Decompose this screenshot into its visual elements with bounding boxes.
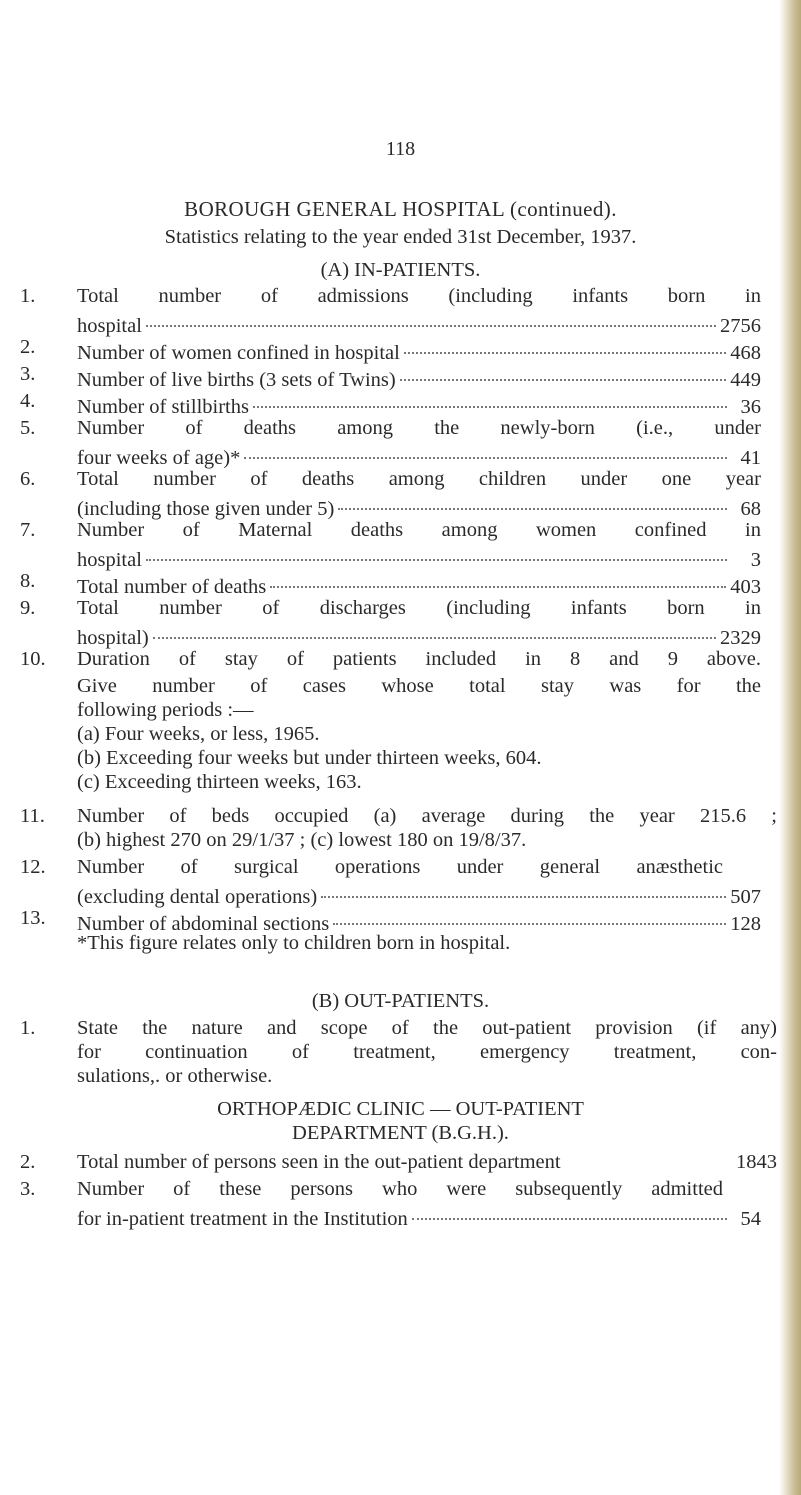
- item-text: Number of beds occupied (a) average during the year 215.6 ;: [77, 805, 777, 827]
- leader-dots: [400, 357, 727, 381]
- item-value: 2756: [720, 315, 761, 337]
- item-text: (b) highest 270 on 29/1/37 ; (c) lowest 180 on 19/8/37.: [77, 829, 527, 851]
- item-text: hospital: [77, 549, 142, 571]
- item-text: hospital): [77, 627, 149, 649]
- item-number: 1.: [20, 285, 36, 307]
- item-number: 1.: [20, 1017, 36, 1039]
- item-text: Number of surgical operations under general anæsthetic: [77, 856, 723, 878]
- item-value: 54: [740, 1208, 761, 1230]
- item-text: Total number of persons seen in the out-patient department: [77, 1151, 561, 1173]
- leader-dots: [321, 874, 726, 898]
- item-text: for continuation of treatment, emergency treatment, con-: [77, 1041, 777, 1063]
- item-number: 2.: [20, 336, 36, 358]
- item-text: hospital: [77, 315, 142, 337]
- item-value: 3: [750, 549, 761, 571]
- leader-dots: [404, 330, 726, 354]
- item-text: Total number of admissions (including infants born in: [77, 285, 761, 307]
- item-text: Number of stillbirths: [77, 396, 249, 418]
- item-text: Total number of deaths: [77, 576, 267, 598]
- item-number: 2.: [20, 1151, 36, 1173]
- item-text: Number of Maternal deaths among women confined in: [77, 519, 761, 541]
- item-text: four weeks of age)*: [77, 447, 241, 469]
- item-text: Number of deaths among the newly-born (i.e., under: [77, 417, 761, 439]
- item-value: 507: [730, 886, 761, 908]
- item-number: 7.: [20, 519, 36, 541]
- clinic-subheading: DEPARTMENT (B.G.H.).: [292, 1122, 509, 1144]
- section-b-heading: (B) OUT-PATIENTS.: [311, 990, 490, 1012]
- item-value: 2329: [720, 627, 761, 649]
- item-text: sulations,. or otherwise.: [77, 1065, 273, 1087]
- item-text: Duration of stay of patients included in 8 and 9 above.: [77, 648, 761, 670]
- item-text: following periods :—: [77, 699, 254, 721]
- item-number: 3.: [20, 363, 36, 385]
- item-text: Total number of deaths among children under one year: [77, 468, 761, 490]
- item-value: 449: [730, 369, 761, 391]
- item-text: (excluding dental operations): [77, 886, 318, 908]
- item-value: 68: [740, 498, 761, 520]
- item-number: 3.: [20, 1178, 36, 1200]
- item-number: 6.: [20, 468, 36, 490]
- leader-dots: [244, 435, 727, 459]
- sub-item-a: (a) Four weeks, or less, 1965.: [77, 723, 320, 745]
- item-text: Give number of cases whose total stay was for the: [77, 675, 761, 697]
- item-text: Number of women confined in hospital: [77, 342, 400, 364]
- footnote: *This figure relates only to children born in hospital.: [77, 932, 511, 954]
- sub-item-c: (c) Exceeding thirteen weeks, 163.: [77, 771, 362, 793]
- page-number: 118: [385, 138, 416, 160]
- leader-dots: [270, 564, 726, 588]
- leader-dots: [146, 303, 716, 327]
- item-value: 468: [730, 342, 761, 364]
- item-value: 36: [740, 396, 761, 418]
- item-number: 12.: [20, 856, 46, 878]
- leader-dots: [153, 615, 716, 639]
- item-number: 8.: [20, 570, 36, 592]
- item-text: Number of live births (3 sets of Twins): [77, 369, 396, 391]
- leader-dots: [333, 901, 726, 925]
- leader-dots: [338, 486, 727, 510]
- item-text: Number of these persons who were subsequently admitted: [77, 1178, 723, 1200]
- item-text: Total number of discharges (including infants born in: [77, 597, 761, 619]
- leader-dots: [253, 384, 727, 408]
- clinic-heading: ORTHOPÆDIC CLINIC — OUT-PATIENT: [217, 1098, 584, 1120]
- item-number: 4.: [20, 390, 36, 412]
- item-number: 5.: [20, 417, 36, 439]
- item-value: 41: [740, 447, 761, 469]
- item-text: State the nature and scope of the out-patient provision (if any): [77, 1017, 777, 1039]
- item-value: 128: [730, 913, 761, 935]
- page-title: BOROUGH GENERAL HOSPITAL (continued).: [184, 197, 617, 221]
- page-subtitle: Statistics relating to the year ended 31st December, 1937.: [164, 226, 637, 248]
- leader-dots: [146, 537, 727, 561]
- item-number: 9.: [20, 597, 36, 619]
- item-text: (including those given under 5): [77, 498, 335, 520]
- section-a-heading: (A) IN-PATIENTS.: [320, 259, 481, 281]
- item-value: 403: [730, 576, 761, 598]
- item-number: 10.: [20, 648, 46, 670]
- item-number: 11.: [20, 805, 45, 827]
- item-text: Number of abdominal sections: [77, 913, 330, 935]
- item-text: for in-patient treatment in the Institution: [77, 1208, 408, 1230]
- item-value: 1843: [736, 1151, 777, 1173]
- leader-dots: [412, 1196, 727, 1220]
- item-number: 13.: [20, 907, 46, 929]
- sub-item-b: (b) Exceeding four weeks but under thirteen weeks, 604.: [77, 747, 542, 769]
